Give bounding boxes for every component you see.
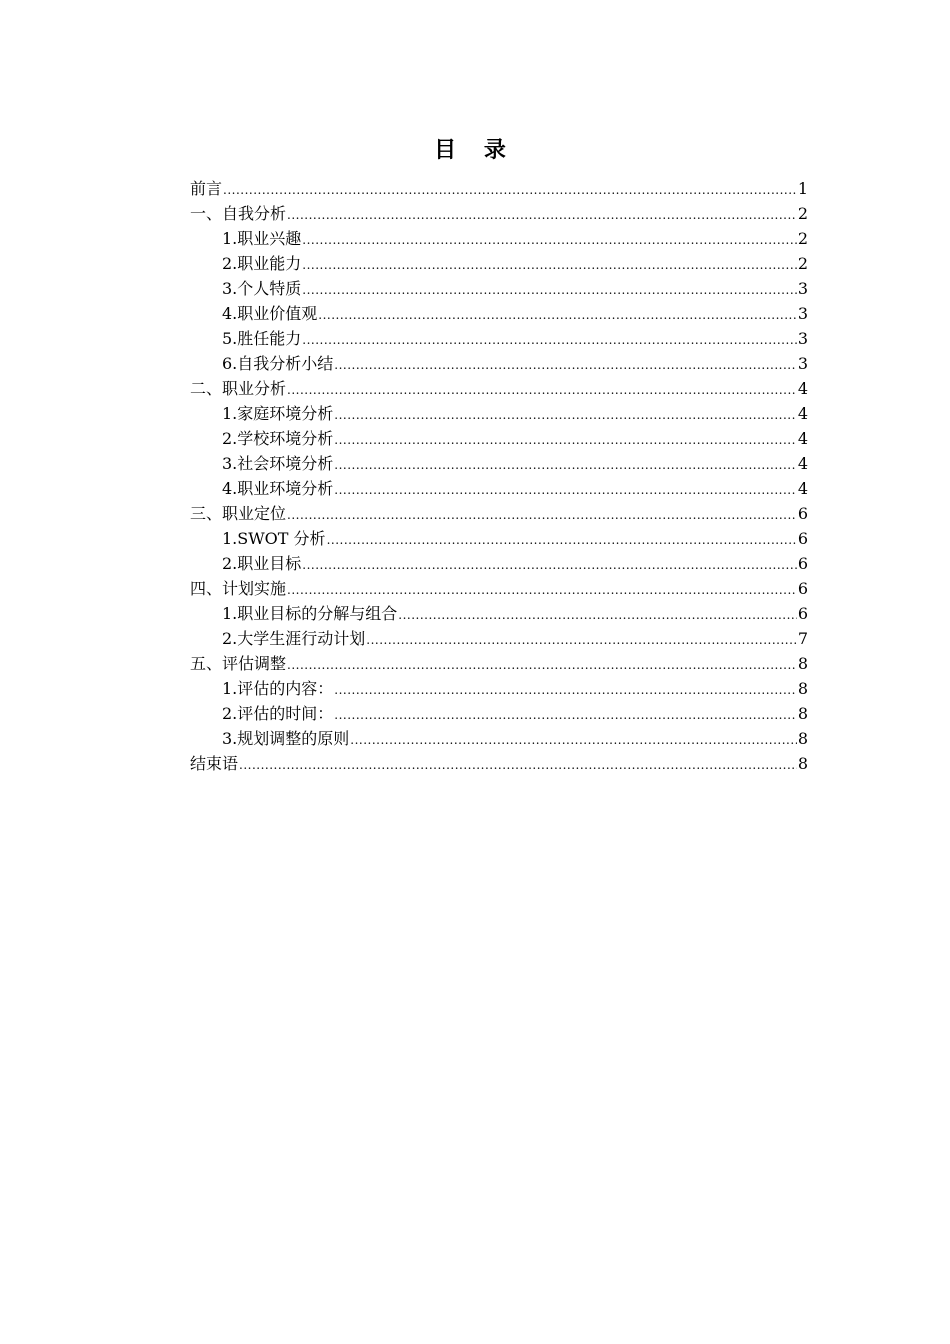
toc-entry-college-action-plan[interactable] (190, 626, 808, 651)
toc-dot-leader (334, 403, 797, 428)
toc-entry-career-environment[interactable] (190, 476, 808, 501)
toc-entry-label: 2.大学生涯行动计划 (222, 629, 366, 648)
toc-page-number: 4 (797, 379, 808, 398)
toc-entry-label: 4.职业环境分析 (222, 479, 334, 498)
toc-dot-leader (334, 428, 797, 453)
toc-dot-leader (223, 178, 797, 203)
toc-entry-evaluation-time[interactable] (190, 701, 808, 726)
toc-dot-leader (302, 553, 797, 578)
toc-entry-evaluation-content[interactable] (190, 676, 808, 701)
toc-entry-swot-analysis[interactable] (190, 526, 808, 551)
toc-dot-leader (302, 253, 797, 278)
toc-dot-leader (287, 578, 797, 603)
toc-page-number: 6 (797, 604, 808, 623)
toc-entry-plan-implementation[interactable] (190, 576, 808, 601)
toc-page-number: 2 (797, 254, 808, 273)
toc-title: 目 录 (434, 138, 516, 163)
toc-entry-family-environment[interactable] (190, 401, 808, 426)
toc-dot-leader (302, 228, 797, 253)
toc-entry-label: 1.职业兴趣 (222, 229, 302, 248)
toc-dot-leader (302, 278, 797, 303)
toc-entry-label: 前言 (190, 179, 223, 198)
toc-dot-leader (366, 628, 797, 653)
toc-entry-label: 2.学校环境分析 (222, 429, 334, 448)
toc-entry-label: 2.评估的时间： (222, 704, 334, 723)
toc-entry-preface[interactable] (190, 176, 808, 201)
toc-page-number: 3 (797, 329, 808, 348)
toc-page-number: 6 (797, 504, 808, 523)
toc-entry-career-values[interactable] (190, 301, 808, 326)
toc-page-number: 8 (797, 704, 808, 723)
toc-page-number: 4 (797, 429, 808, 448)
toc-entry-career-analysis[interactable] (190, 376, 808, 401)
toc-entry-label: 四、计划实施 (190, 579, 287, 598)
toc-entry-personal-traits[interactable] (190, 276, 808, 301)
toc-dot-leader (350, 728, 797, 753)
toc-dot-leader (398, 603, 797, 628)
toc-page-number: 2 (797, 204, 808, 223)
toc-dot-leader (334, 478, 797, 503)
toc-page-number: 2 (797, 229, 808, 248)
toc-entry-label: 3.规划调整的原则 (222, 729, 350, 748)
toc-entry-career-ability[interactable] (190, 251, 808, 276)
toc-dot-leader (327, 528, 797, 553)
toc-page-number: 8 (797, 654, 808, 673)
toc-entry-label: 3.个人特质 (222, 279, 302, 298)
toc-entry-label: 结束语 (190, 754, 239, 773)
toc-page-number: 6 (797, 529, 808, 548)
toc-page-number: 1 (797, 179, 808, 198)
toc-entry-goal-decomposition[interactable] (190, 601, 808, 626)
toc-entry-career-positioning[interactable] (190, 501, 808, 526)
toc-list (190, 176, 808, 776)
toc-page-number: 3 (797, 279, 808, 298)
toc-page-number: 4 (797, 404, 808, 423)
toc-page-number: 3 (797, 354, 808, 373)
toc-entry-label: 1.评估的内容： (222, 679, 334, 698)
toc-entry-competency[interactable] (190, 326, 808, 351)
toc-entry-conclusion[interactable] (190, 751, 808, 776)
toc-page-number: 8 (797, 729, 808, 748)
toc-entry-label: 5.胜任能力 (222, 329, 302, 348)
toc-dot-leader (287, 203, 797, 228)
toc-page-number: 4 (797, 479, 808, 498)
toc-page-number: 8 (797, 679, 808, 698)
toc-dot-leader (287, 378, 797, 403)
toc-entry-label: 6.自我分析小结 (222, 354, 334, 373)
toc-entry-label: 4.职业价值观 (222, 304, 318, 323)
toc-dot-leader (287, 653, 797, 678)
toc-entry-adjustment-principles[interactable] (190, 726, 808, 751)
toc-entry-social-environment[interactable] (190, 451, 808, 476)
toc-dot-leader (239, 753, 797, 778)
toc-dot-leader (334, 678, 797, 703)
toc-entry-label: 1.家庭环境分析 (222, 404, 334, 423)
toc-page-number: 7 (797, 629, 808, 648)
toc-entry-label: 一、自我分析 (190, 204, 287, 223)
toc-entry-label: 2.职业能力 (222, 254, 302, 273)
toc-page-number: 6 (797, 579, 808, 598)
toc-entry-label: 二、职业分析 (190, 379, 287, 398)
toc-entry-label: 1.职业目标的分解与组合 (222, 604, 398, 623)
toc-entry-school-environment[interactable] (190, 426, 808, 451)
toc-entry-career-goal[interactable] (190, 551, 808, 576)
toc-entry-evaluation-adjustment[interactable] (190, 651, 808, 676)
toc-entry-self-analysis[interactable] (190, 201, 808, 226)
toc-entry-self-analysis-summary[interactable] (190, 351, 808, 376)
toc-dot-leader (287, 503, 797, 528)
toc-page-number: 6 (797, 554, 808, 573)
toc-entry-label: 五、评估调整 (190, 654, 287, 673)
toc-page-number: 3 (797, 304, 808, 323)
toc-dot-leader (318, 303, 797, 328)
toc-entry-label: 3.社会环境分析 (222, 454, 334, 473)
toc-entry-label: 2.职业目标 (222, 554, 302, 573)
toc-page-number: 8 (797, 754, 808, 773)
toc-entry-career-interest[interactable] (190, 226, 808, 251)
toc-dot-leader (334, 703, 797, 728)
toc-dot-leader (334, 453, 797, 478)
toc-entry-label: 1.SWOT 分析 (222, 529, 326, 548)
toc-dot-leader (302, 328, 797, 353)
toc-entry-label: 三、职业定位 (190, 504, 287, 523)
toc-page-number: 4 (797, 454, 808, 473)
toc-dot-leader (334, 353, 797, 378)
